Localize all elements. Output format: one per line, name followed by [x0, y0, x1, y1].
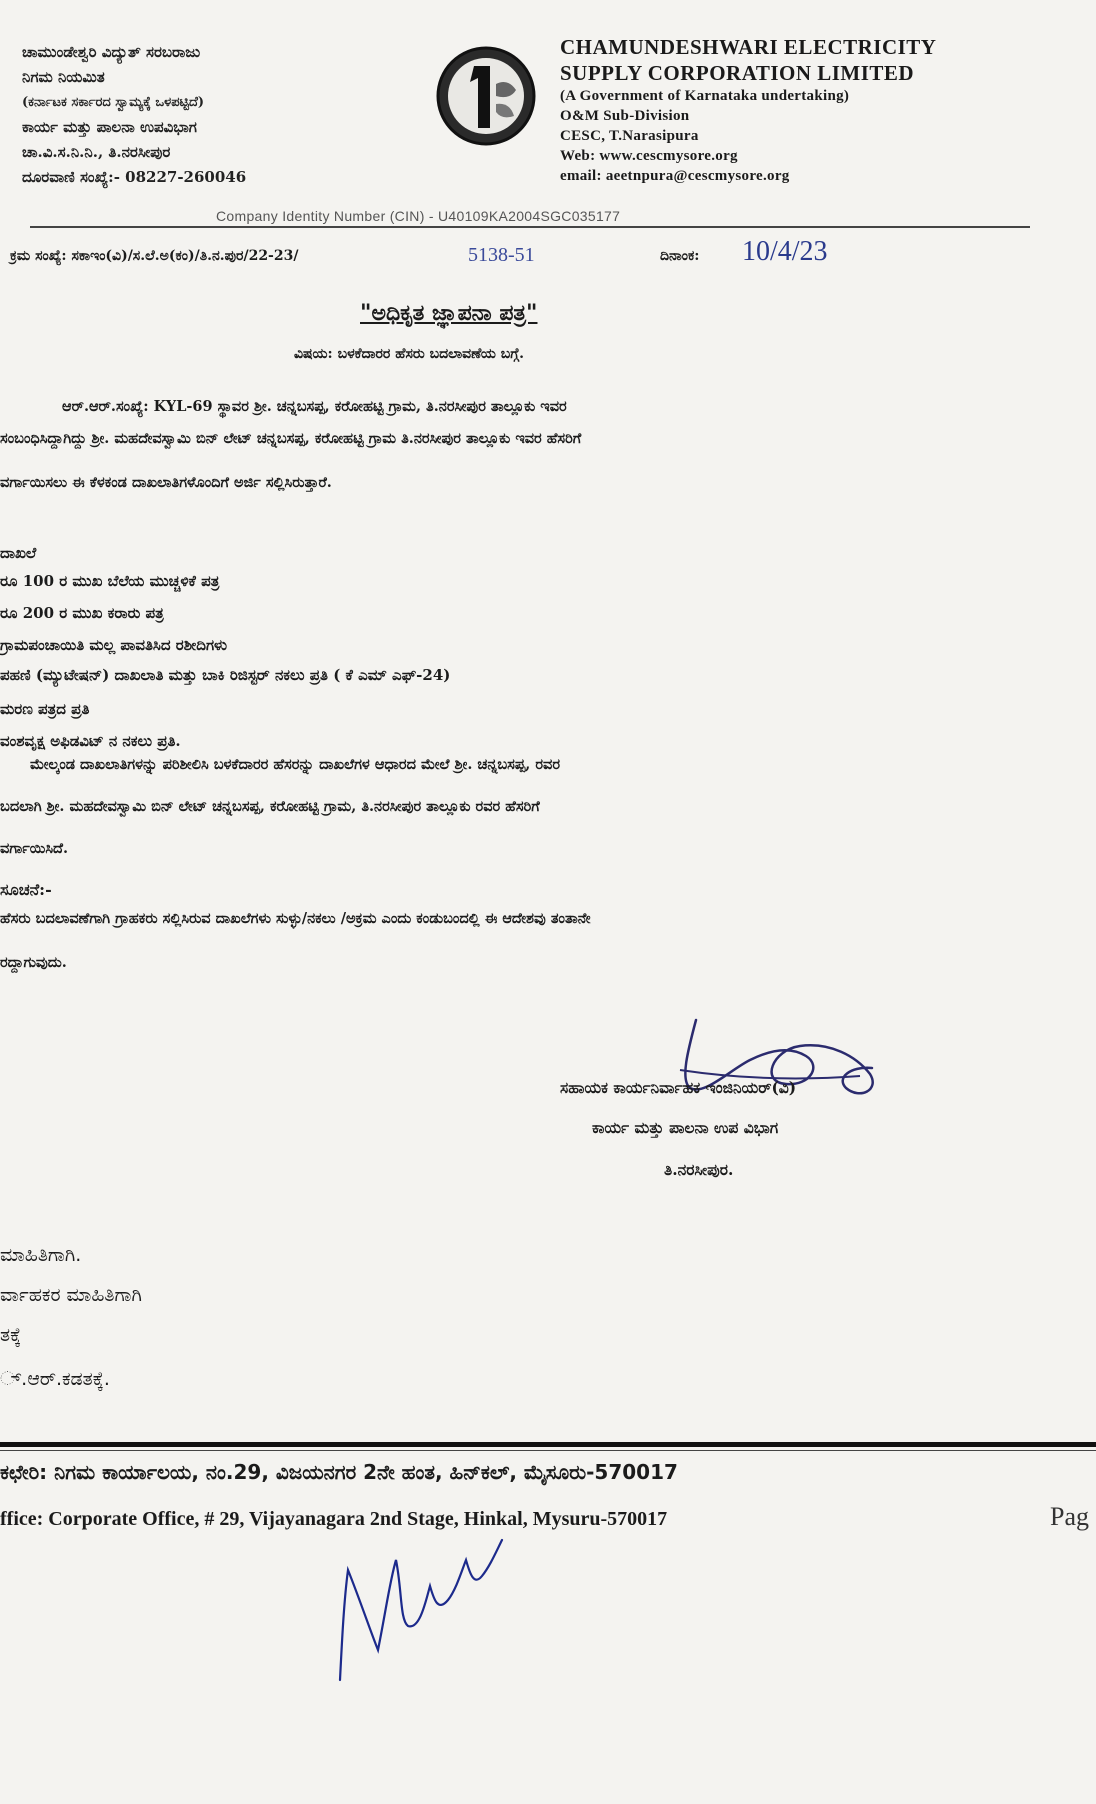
cesc-logo-icon [434, 44, 538, 148]
page-label: Pag [1050, 1502, 1089, 1531]
email-line: email: aeetnpura@cescmysore.org [560, 168, 790, 184]
header-english-block [560, 34, 936, 186]
list-item: ರೂ 100 ರ ಮುಖ ಬೆಲೆಯ ಮುಚ್ಚಳಿಕೆ ಪತ್ರ [0, 572, 220, 590]
date-value: 10/4/23 [742, 236, 828, 267]
header-kannada-line: ದೂರವಾಣಿ ಸಂಖ್ಯೆ:- 08227-260046 [22, 168, 247, 186]
note-heading: ಸೂಚನೆ:- [0, 880, 52, 899]
company-subtitle: (A Government of Karnataka undertaking) [560, 88, 850, 104]
header-kannada-line: ಕಾರ್ಯ ಮತ್ತು ಪಾಲನಾ ಉಪವಿಭಾಗ [22, 118, 197, 136]
header-kannada-block [22, 40, 246, 190]
list-item: ರೂ 200 ರ ಮುಖ ಕರಾರು ಪತ್ರ [0, 604, 164, 622]
signatory-division: ಕಾರ್ಯ ಮತ್ತು ಪಾಲನಾ ಉಪ ವಿಭಾಗ [592, 1118, 779, 1137]
cc-line: ್.ಆರ್.ಕಡತಕ್ಕೆ. [0, 1368, 110, 1390]
conclusion-line: ವರ್ಗಾಯಿಸಿದೆ. [0, 840, 69, 857]
list-heading: ದಾಖಲೆ [0, 544, 37, 562]
website-line: Web: www.cescmysore.org [560, 148, 738, 164]
footer-address-english: ffice: Corporate Office, # 29, Vijayanagara 2nd Stage, Hinkal, Mysuru-570017 [0, 1508, 668, 1530]
header-kannada-line: ಚಾ.ವಿ.ಸ.ನಿ.ನಿ., ತಿ.ನರಸೀಪುರ [22, 143, 171, 161]
note-line: ಹೆಸರು ಬದಲಾವಣೆಗಾಗಿ ಗ್ರಾಹಕರು ಸಲ್ಲಿಸಿರುವ ದಾಖಲೆಗಳು ಸುಳ್ಳು/ನಕಲು /ಅಕ್ರಮ ಎಂದು ಕಂಡುಬಂದಲ್ಲಿ ಈ ಆದೇಶವು ತಂತಾನೇ [0, 910, 591, 927]
document-title: "ಅಧಿಕೃತ ಜ್ಞಾಪನಾ ಪತ್ರ" [360, 300, 538, 326]
footer-divider-thin [0, 1450, 1096, 1451]
footer-divider-thick [0, 1442, 1096, 1447]
sub-division: O&M Sub-Division [560, 108, 690, 124]
list-item: ವಂಶವೃಕ್ಷ ಅಫಿಡವಿಟ್ ನ ನಕಲು ಪ್ರತಿ. [0, 732, 181, 750]
cc-line: ರ್ವಾಹಕರ ಮಾಹಿತಿಗಾಗಿ [0, 1284, 142, 1306]
date-label: ದಿನಾಂಕ: [660, 248, 700, 264]
header-divider [30, 226, 1030, 228]
signatory-location: ತಿ.ನರಸೀಪುರ. [664, 1160, 734, 1179]
list-item: ಗ್ರಾಮಪಂಚಾಯಿತಿ ಮಲ್ಲ ಪಾವತಿಸಿದ ರಶೀದಿಗಳು [0, 636, 227, 654]
conclusion-line: ಮೇಲ್ಕಂಡ ದಾಖಲಾತಿಗಳನ್ನು ಪರಿಶೀಲಿಸಿ ಬಳಕೆದಾರರ ಹೆಸರನ್ನು ದಾಖಲೆಗಳ ಆಧಾರದ ಮೇಲೆ ಶ್ರೀ. ಚನ್ನಬಸಪ್ಪ, ರವರ [30, 756, 561, 773]
list-item: ಪಹಣಿ (ಮ್ಯುಟೇಷನ್) ದಾಖಲಾತಿ ಮತ್ತು ಬಾಕಿ ರಿಜಿಸ್ಟರ್ ನಕಲು ಪ್ರತಿ ( ಕೆ ಎಮ್ ಎಫ್-24) [0, 666, 451, 684]
intro-line: ವರ್ಗಾಯಿಸಲು ಈ ಕೆಳಕಂಡ ದಾಖಲಾತಿಗಳೊಂದಿಗೆ ಅರ್ಜಿ ಸಲ್ಲಿಸಿರುತ್ತಾರೆ. [0, 474, 332, 491]
signatory-designation: ಸಹಾಯಕ ಕಾರ್ಯನಿರ್ವಾಹಕ ಇಂಜಿನಿಯರ್(ವಿ) [560, 1078, 797, 1097]
reference-number: 5138-51 [468, 244, 535, 266]
office-location: CESC, T.Narasipura [560, 128, 699, 144]
intro-line: ಸಂಬಂಧಿಸಿದ್ದಾಗಿದ್ದು ಶ್ರೀ. ಮಹದೇವಸ್ವಾಮಿ ಬಿನ್ ಲೇಟ್ ಚನ್ನಬಸಪ್ಪ, ಕರೋಹಟ್ಟಿ ಗ್ರಾಮ ತಿ.ನರಸೀಪುರ ತಾಲ್ಲೂಕು ಇವರ ಹೆಸರಿಗೆ [0, 430, 582, 447]
company-name-line2: SUPPLY CORPORATION LIMITED [560, 61, 915, 85]
header-kannada-line: ಚಾಮುಂಡೇಶ್ವರಿ ವಿದ್ಯುತ್ ಸರಬರಾಜು [22, 43, 201, 61]
handwritten-signature-icon [330, 1530, 520, 1690]
reference-label: ಕ್ರಮ ಸಂಖ್ಯೆ: ಸಕಾಇಂ(ವಿ)/ಸ.ಲೆ.ಅ(ಕಂ)/ತಿ.ನ.ಪುರ/22-23/ [10, 248, 299, 264]
header-kannada-line: (ಕರ್ನಾಟಕ ಸರ್ಕಾರದ ಸ್ವಾಮ್ಯಕ್ಕೆ ಒಳಪಟ್ಟಿದೆ) [22, 95, 205, 110]
cc-line: ಮಾಹಿತಿಗಾಗಿ. [0, 1244, 82, 1266]
subject-line: ವಿಷಯ: ಬಳಕೆದಾರರ ಹೆಸರು ಬದಲಾವಣೆಯ ಬಗ್ಗೆ. [294, 346, 525, 362]
note-line: ರದ್ದಾಗುವುದು. [0, 954, 67, 971]
list-item: ಮರಣ ಪತ್ರದ ಪ್ರತಿ [0, 700, 90, 718]
company-name-line1: CHAMUNDESHWARI ELECTRICITY [560, 35, 937, 59]
conclusion-line: ಬದಲಾಗಿ ಶ್ರೀ. ಮಹದೇವಸ್ವಾಮಿ ಬಿನ್ ಲೇಟ್ ಚನ್ನಬಸಪ್ಪ, ಕರೋಹಟ್ಟಿ ಗ್ರಾಮ, ತಿ.ನರಸೀಪುರ ತಾಲ್ಲೂಕು ರವರ ಹೆಸರಿಗೆ [0, 798, 540, 815]
footer-address-kannada: ಕಛೇರಿ: ನಿಗಮ ಕಾರ್ಯಾಲಯ, ನಂ.29, ವಿಜಯನಗರ 2ನೇ ಹಂತ, ಹಿನ್‌ಕಲ್, ಮೈಸೂರು-570017 [0, 1460, 678, 1484]
cc-line: ತಕ್ಕೆ [0, 1324, 22, 1346]
signature-scribble-icon [660, 1010, 900, 1130]
header-kannada-line: ನಿಗಮ ನಿಯಮಿತ [22, 68, 105, 86]
intro-line: ಆರ್.ಆರ್.ಸಂಖ್ಯೆ: KYL-69 ಸ್ಥಾವರ ಶ್ರೀ. ಚನ್ನಬಸಪ್ಪ, ಕರೋಹಟ್ಟಿ ಗ್ರಾಮ, ತಿ.ನರಸೀಪುರ ತಾಲ್ಲೂಕು ಇವರ [62, 398, 567, 415]
cin-line: Company Identity Number (CIN) - U40109KA2004SGC035177 [216, 208, 621, 224]
